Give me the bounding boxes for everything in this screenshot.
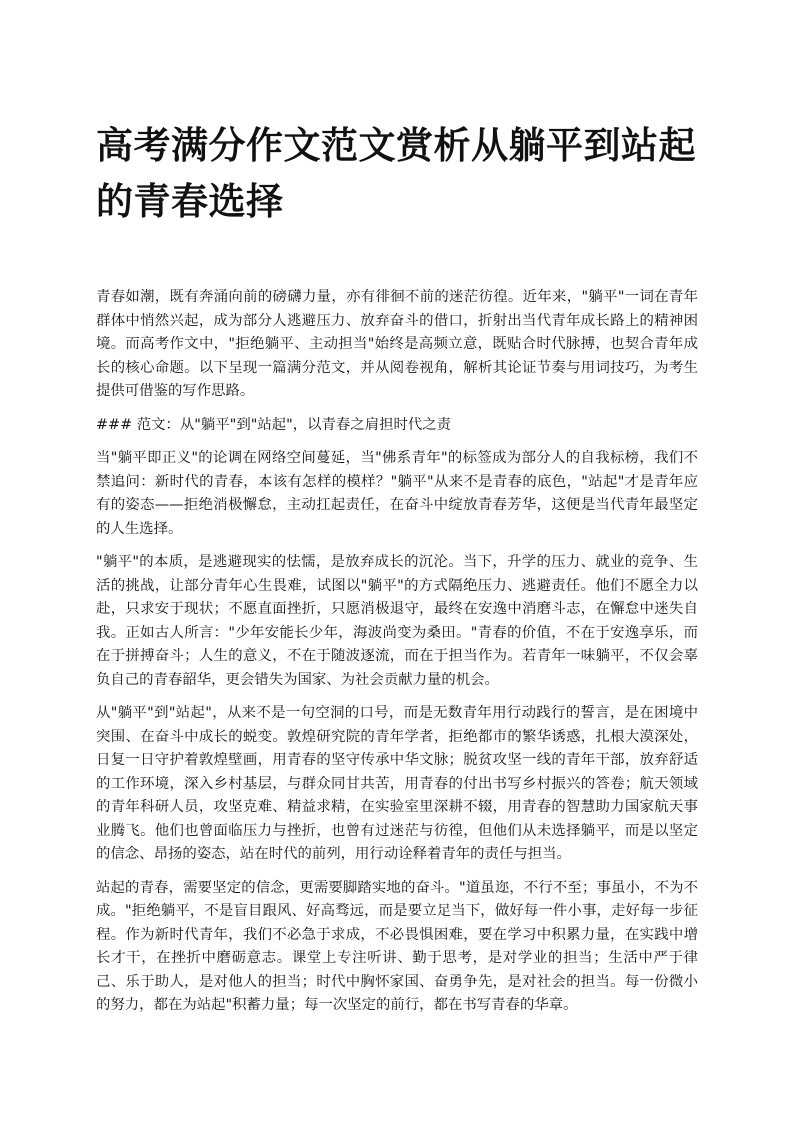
document-title: 高考满分作文范文赏析从躺平到站起的青春选择 [96, 124, 696, 223]
essay-paragraph-1: 当"躺平即正义"的论调在网络空间蔓延，当"佛系青年"的标签成为部分人的自我标榜，我们不禁追问：新时代的青春，本该有怎样的模样？"躺平"从来不是青春的底色，"站起"才是青年应有的姿态——拒绝消极懈怠，主动扛起责任，在奋斗中绽放青春芳华，这便是当代青年最坚定的人生选择。 [96, 450, 698, 537]
essay-paragraph-2: "躺平"的本质，是逃避现实的怯懦，是放弃成长的沉沦。当下，升学的压力、就业的竞争、生活的挑战，让部分青年心生畏难，试图以"躺平"的方式隔绝压力、逃避责任。他们不愿全力以赴，只求安于现状；不愿直面挫折，只愿消极退守，最终在安逸中消磨斗志，在懈怠中迷失自我。正如古人所言："少年安能长少年，海波尚变为桑田。"青春的价值，不在于安逸享乐，而在于拼搏奋斗；人生的意义，不在于随波逐流，而在于担当作为。若青年一味躺平，不仅会辜负自己的青春韶华，更会错失为国家、为社会贡献力量的机会。 [96, 554, 698, 688]
essay-heading: ### 范文：从"躺平"到"站起"，以青春之肩担时代之责 [96, 416, 452, 433]
document-body [96, 286, 698, 1018]
essay-paragraph-3: 从"躺平"到"站起"，从来不是一句空洞的口号，而是无数青年用行动践行的誓言，是在困境中突围、在奋斗中成长的蜕变。敦煌研究院的青年学者，拒绝都市的繁华诱惑，扎根大漠深处，日复一日守护着敦煌壁画，用青春的坚守传承中华文脉；脱贫攻坚一线的青年干部，放弃舒适的工作环境，深入乡村基层，与群众同甘共苦，用青春的付出书写乡村振兴的答卷；航天领域的青年科研人员，攻坚克难、精益求精，在实验室里深耕不辍，用青春的智慧助力国家航天事业腾飞。他们也曾面临压力与挫折，也曾有过迷茫与彷徨，但他们从未选择躺平，而是以坚定的信念、昂扬的姿态，站在时代的前列，用行动诠释着青年的责任与担当。 [96, 705, 698, 862]
essay-paragraph-4: 站起的青春，需要坚定的信念，更需要脚踏实地的奋斗。"道虽迩，不行不至；事虽小，不为不成。"拒绝躺平，不是盲目跟风、好高骛远，而是要立足当下，做好每一件小事，走好每一步征程。作为新时代青年，我们不必急于求成，不必畏惧困难，要在学习中积累力量，在实践中增长才干，在挫折中磨砺意志。课堂上专注听讲、勤于思考，是对学业的担当；生活中严于律己、乐于助人，是对他人的担当；时代中胸怀家国、奋勇争先，是对社会的担当。每一份微小的努力，都在为站起"积蓄力量；每一次坚定的前行，都在书写青春的华章。 [96, 879, 698, 1013]
intro-paragraph: 青春如潮，既有奔涌向前的磅礴力量，亦有徘徊不前的迷茫彷徨。近年来，"躺平"一词在青年群体中悄然兴起，成为部分人逃避压力、放弃奋斗的借口，折射出当代青年成长路上的精神困境。而高考作文中，"拒绝躺平、主动担当"始终是高频立意，既贴合时代脉搏，也契合青年成长的核心命题。以下呈现一篇满分范文，并从阅卷视角，解析其论证节奏与用词技巧，为考生提供可借鉴的写作思路。 [96, 289, 698, 399]
